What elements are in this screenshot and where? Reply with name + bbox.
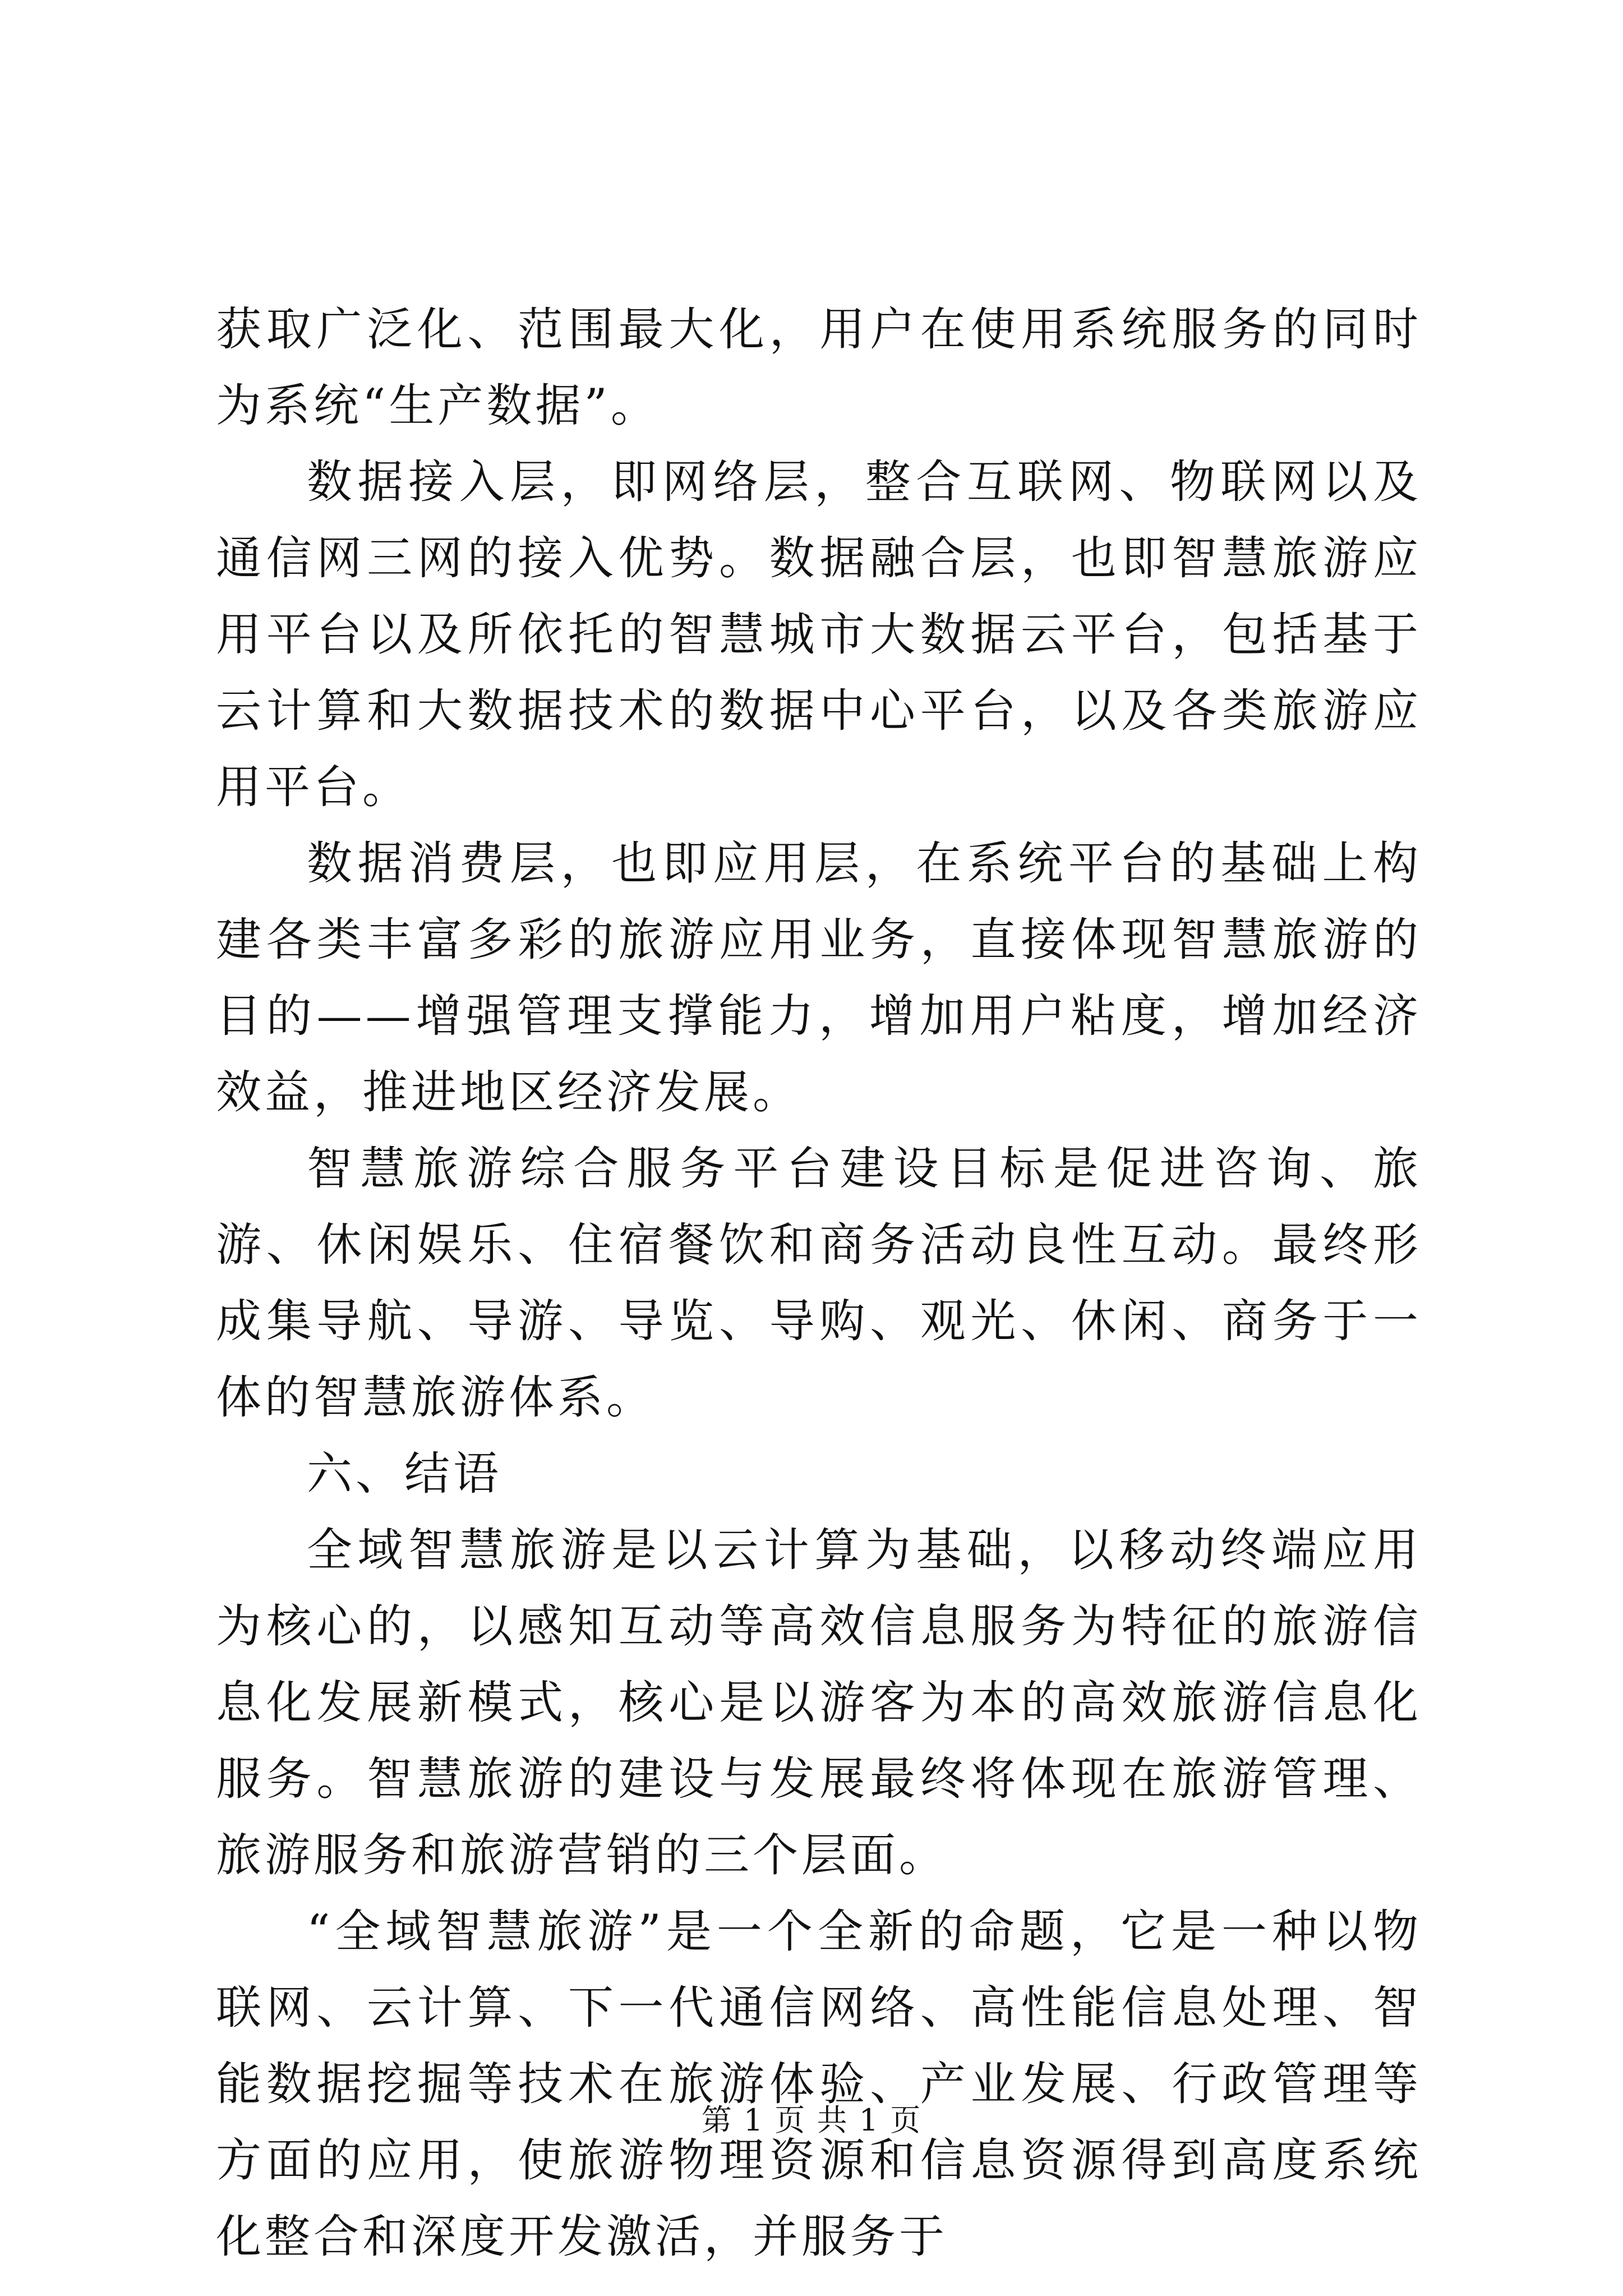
paragraph-conclusion-2: “全域智慧旅游”是一个全新的命题，它是一种以物联网、云计算、下一代通信网络、高性能信息处理、智能数据挖掘等技术在旅游体验、产业发展、行政管理等方面的应用，使旅游物理资源和信息资源得到高度系统化整合和深度开发激活，并服务于	[216, 1906, 1422, 2263]
paragraph-data-consumption-layer: 数据消费层，也即应用层，在系统平台的基础上构建各类丰富多彩的旅游应用业务，直接体现智慧旅游的目的——增强管理支撑能力，增加用户粘度，增加经济效益，推进地区经济发展。	[216, 838, 1422, 1119]
document-body	[216, 292, 1422, 2275]
paragraph-continuation: 获取广泛化、范围最大化，用户在使用系统服务的同时为系统“生产数据”。	[216, 303, 1422, 432]
paragraph-platform-goals: 智慧旅游综合服务平台建设目标是促进咨询、旅游、休闲娱乐、住宿餐饮和商务活动良性互动。最终形成集导航、导游、导览、导购、观光、休闲、商务于一体的智慧旅游体系。	[216, 1143, 1422, 1424]
paragraph-conclusion-1: 全域智慧旅游是以云计算为基础，以移动终端应用为核心的，以感知互动等高效信息服务为特征的旅游信息化发展新模式，核心是以游客为本的高效旅游信息化服务。智慧旅游的建设与发展最终将体现在旅游管理、旅游服务和旅游营销的三个层面。	[216, 1524, 1422, 1882]
paragraph-data-access-layer: 数据接入层，即网络层，整合互联网、物联网以及通信网三网的接入优势。数据融合层，也即智慧旅游应用平台以及所依托的智慧城市大数据云平台，包括基于云计算和大数据技术的数据中心平台，以及各类旅游应用平台。	[216, 456, 1422, 814]
page-number-footer: 第 1 页 共 1 页	[701, 2102, 922, 2138]
section-heading-conclusion: 六、结语	[307, 1448, 502, 1501]
